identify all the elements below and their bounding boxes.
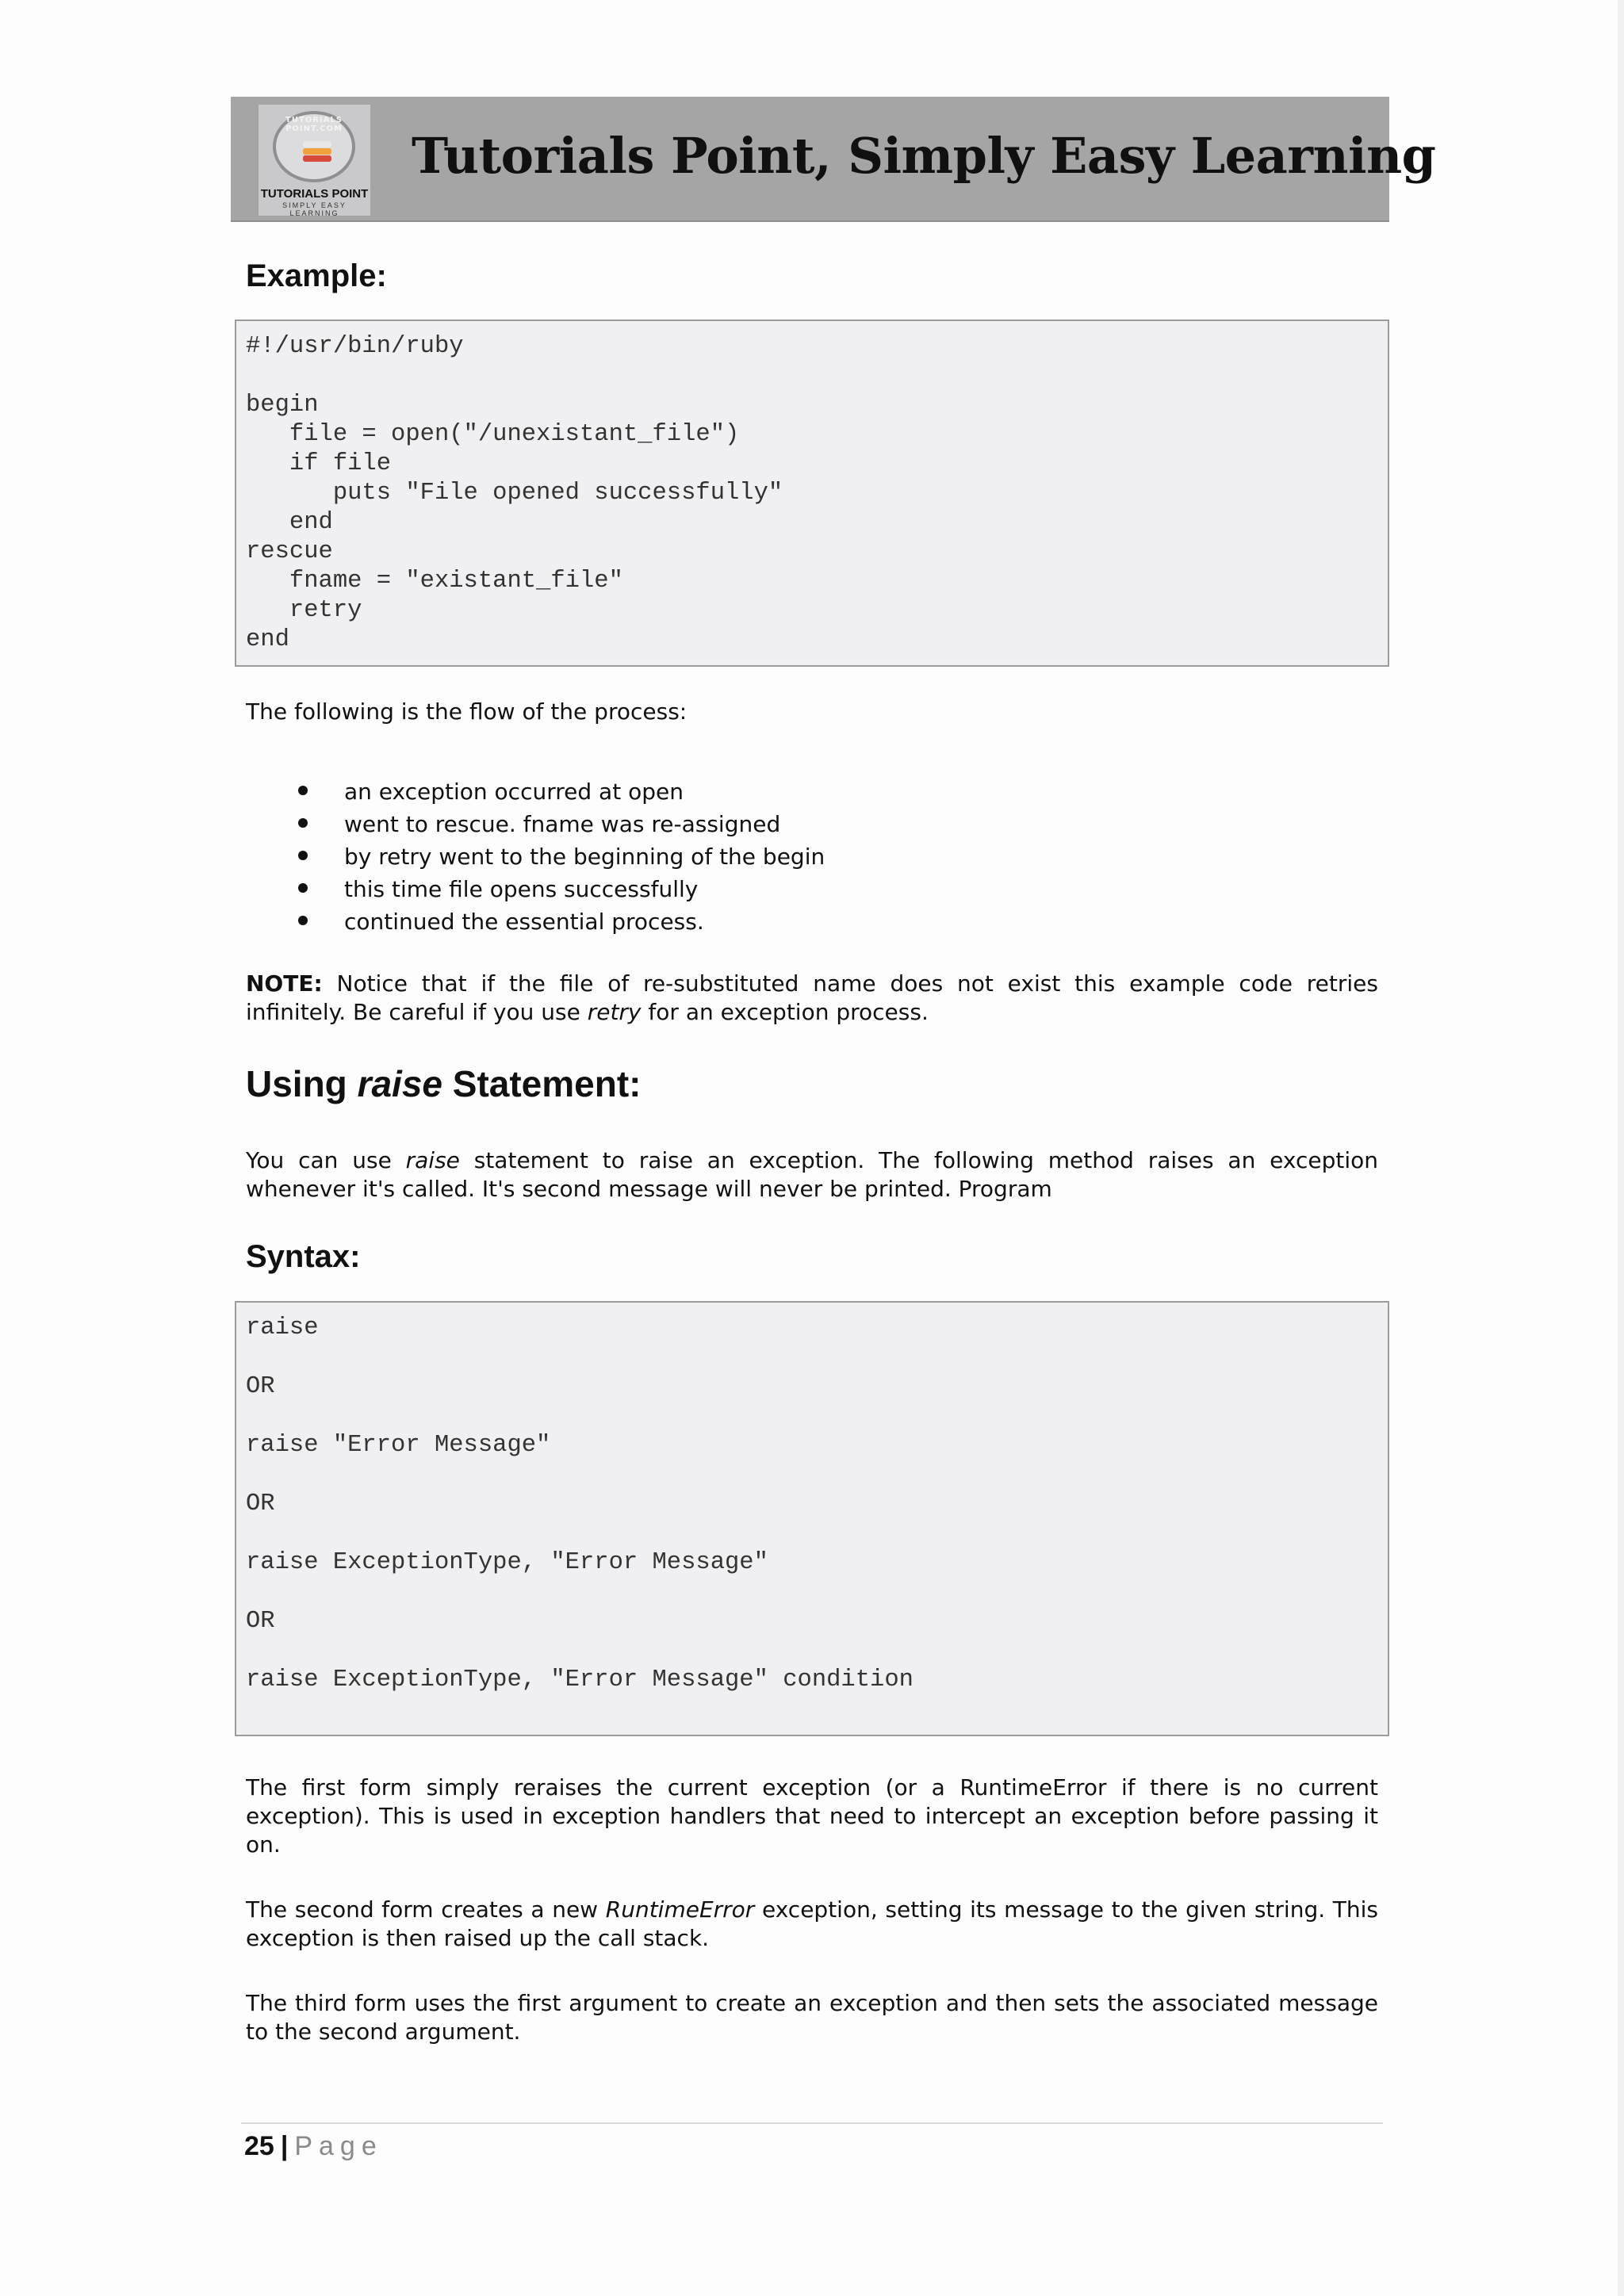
page-header [231,97,1436,222]
footer-separator: | [280,2131,289,2161]
raise-para-before: You can use [246,1147,406,1173]
page-edge [1618,0,1624,2296]
second-form-after: exception, setting its message to the given string. This exception is then raised up the call stack. [246,1896,1379,1951]
bullet-icon [298,883,308,893]
syntax-heading: Syntax: [246,1239,361,1274]
example-code: #!/usr/bin/ruby begin file = open("/unexistant_file") if file puts "File opened successfully" end rescue fname = "existant_file" retry end [246,333,783,653]
list-item [246,905,825,938]
list-item [246,840,825,873]
note-text-italic: retry [587,999,642,1025]
note-text-after: for an exception process. [641,999,929,1025]
list-item [246,873,825,905]
raise-paragraph [246,1146,1378,1203]
second-form-italic: RuntimeError [605,1896,755,1923]
raise-para-after: statement to raise an exception. The following method raises an exception whenever it's called. It's second message will never be printed. Program [246,1147,1378,1202]
raise-heading-after: Statement: [442,1063,642,1104]
list-item-text: continued the essential process. [344,909,704,935]
syntax-code-box [235,1301,1389,1736]
list-item-text: went to rescue. fname was re-assigned [344,811,781,837]
footer-divider [241,2122,1383,2124]
third-form-paragraph: The third form uses the first argument to create an exception and then sets the associated message to the second argument. [246,1990,1378,2045]
raise-heading-before: Using [246,1063,358,1104]
page-footer [244,2131,383,2162]
bullet-icon [298,786,308,795]
list-item-text: an exception occurred at open [344,779,684,805]
syntax-code: raise OR raise "Error Message" OR raise ExceptionType, "Error Message" OR raise ExceptionType, "Error Message" condition [246,1314,914,1693]
header-title: Tutorials Point, Simply Easy Learning [412,127,1436,185]
bullet-icon [298,916,308,925]
raise-heading [246,1062,641,1105]
page-label: Page [294,2131,383,2161]
note-text-before: Notice that if the file of re-substituted name does not exist this example code retries infinitely. Be careful if you use [246,970,1378,1025]
example-code-box [235,320,1389,667]
list-item-text: this time file opens successfully [344,876,699,902]
raise-para-italic: raise [405,1147,460,1173]
list-item [246,775,825,808]
flow-intro: The following is the flow of the process: [246,698,688,725]
bullet-icon [298,818,308,828]
logo-ring-text: TUTORIALS POINT.COM [285,116,343,133]
example-heading: Example: [246,258,387,293]
flow-list [246,775,825,938]
bullet-icon [298,851,308,860]
second-form-paragraph [246,1896,1378,1953]
logo-title: TUTORIALS POINT [260,187,369,201]
raise-heading-italic: raise [357,1063,442,1104]
note-paragraph [246,970,1378,1027]
first-form-paragraph: The first form simply reraises the current exception (or a RuntimeError if there is no current exception). This is used in exception handlers that need to intercept an exception before passing it on. [246,1774,1378,1858]
logo-subtitle: SIMPLY EASY LEARNING [282,201,347,217]
note-label: NOTE: [246,970,323,997]
logo-ring [273,111,355,182]
list-item [246,808,825,840]
tutorials-point-logo [259,105,370,216]
list-item-text: by retry went to the beginning of the begin [344,844,825,870]
page-number: 25 [244,2131,274,2161]
second-form-before: The second form creates a new [246,1896,606,1923]
logo-books-icon [303,141,331,163]
